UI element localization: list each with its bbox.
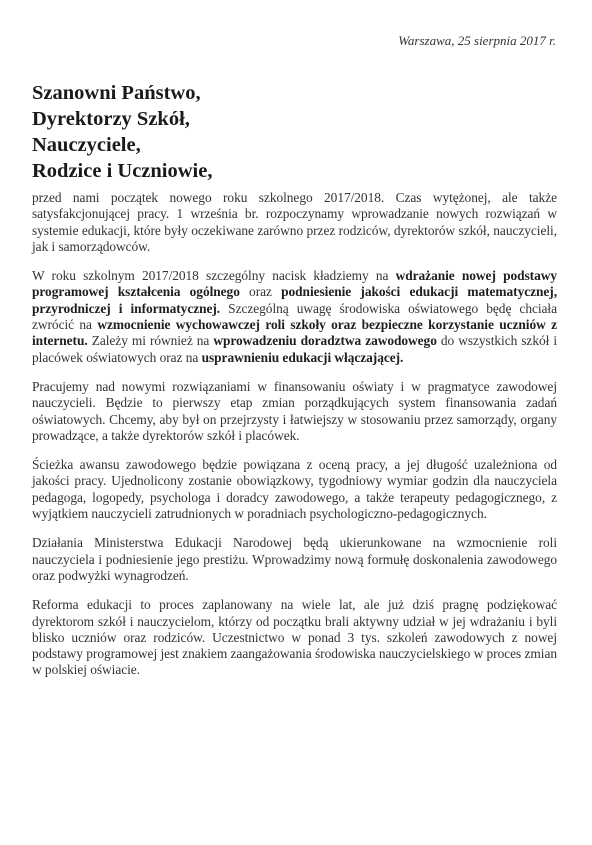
text-segment: Ścieżka awansu zawodowego będzie powiązana z oceną pracy, a jej długość uzależniona od jakości pracy. Ujednolicony zostanie obowiązkowy, tygodniowy wymiar godzin dla nauczyciela pedagoga, logopedy, psychologa i doradcy zawodowego, a także terapeuty pedagogicznego, z wyjątkiem nauczycieli zatrudnionych w poradniach psychologiczno-pedagogicznych. <box>32 457 557 522</box>
salutation-line: Dyrektorzy Szkół, <box>32 108 190 130</box>
text-segment: W roku szkolnym 2017/2018 szczególny nacisk kładziemy na <box>32 268 396 284</box>
text-segment: przed nami początek nowego roku szkolnego 2017/2018. Czas wytężonej, ale także satysfakcjonującej pracy. 1 września br. rozpoczynamy wprowadzanie nowych rozwiązań w systemie edukacji, które były oczekiwane zarówno przez rodziców, dyrektorów szkół, nauczycieli, jak i samorządowców. <box>32 190 557 254</box>
text-segment: Zależy mi również na <box>87 333 214 349</box>
emphasis-segment: usprawnieniu edukacji włączającej. <box>201 349 404 365</box>
salutation-line: Szanowni Państwo, <box>32 82 201 104</box>
salutation-line: Rodzice i Uczniowie, <box>32 160 213 182</box>
emphasis-segment: podniesienie jakości edukacji matematycznej, przyrodniczej i informatycznej. <box>32 284 557 316</box>
letter-body <box>32 190 557 692</box>
paragraph-2 <box>32 268 557 366</box>
text-segment: Szczególną uwagę środowiska oświatowego będę chciała zwrócić na <box>32 300 557 333</box>
paragraph-1 <box>32 190 557 255</box>
paragraph-3 <box>32 379 557 444</box>
text-segment: Działania Ministerstwa Edukacji Narodowej będą ukierunkowane na wzmocnienie roli nauczyciela i podniesienie jego prestiżu. Wprowadzimy nową formułę doskonalenia zawodowego oraz podwyżki wynagrodzeń. <box>32 535 557 583</box>
text-segment: Reforma edukacji to proces zaplanowany na wiele lat, ale już dziś pragnę podziękować dyrektorom szkół i nauczycielom, którzy od początku brali aktywny udział w jej wdrażaniu i byli blisko uczniów oraz rodziców. Uczestnictwo w ponad 3 tys. szkoleń zawodowych z nowej podstawy programowej jest znakiem zaangażowania środowiska nauczycielskiego w proces zmian w polskiej oświacie. <box>32 597 557 678</box>
letter-date: Warszawa, 25 sierpnia 2017 r. <box>398 33 556 48</box>
salutation-line: Nauczyciele, <box>32 134 141 156</box>
salutation <box>32 80 552 184</box>
emphasis-segment: wzmocnienie wychowawczej roli szkoły oraz bezpieczne korzystanie uczniów z internetu. <box>32 317 557 349</box>
text-segment: Pracujemy nad nowymi rozwiązaniami w finansowaniu oświaty i w pragmatyce zawodowej nauczycieli. Będzie to pierwszy etap zmian porządkujących system finansowania zadań oświatowych. Chcemy, aby był on przejrzysty i łatwiejszy w stosowaniu przez samorządy, organy prowadzące, a także dyrektorów szkół i placówek. <box>32 378 557 443</box>
emphasis-segment: wdrażanie nowej podstawy programowej kształcenia ogólnego <box>32 268 557 300</box>
paragraph-6 <box>32 597 557 678</box>
paragraph-4 <box>32 457 557 522</box>
text-segment: do wszystkich szkół i placówek oświatowych oraz na <box>32 333 557 365</box>
emphasis-segment: wprowadzeniu doradztwa zawodowego <box>213 333 437 349</box>
paragraph-5 <box>32 535 557 584</box>
text-segment: oraz <box>239 284 282 300</box>
